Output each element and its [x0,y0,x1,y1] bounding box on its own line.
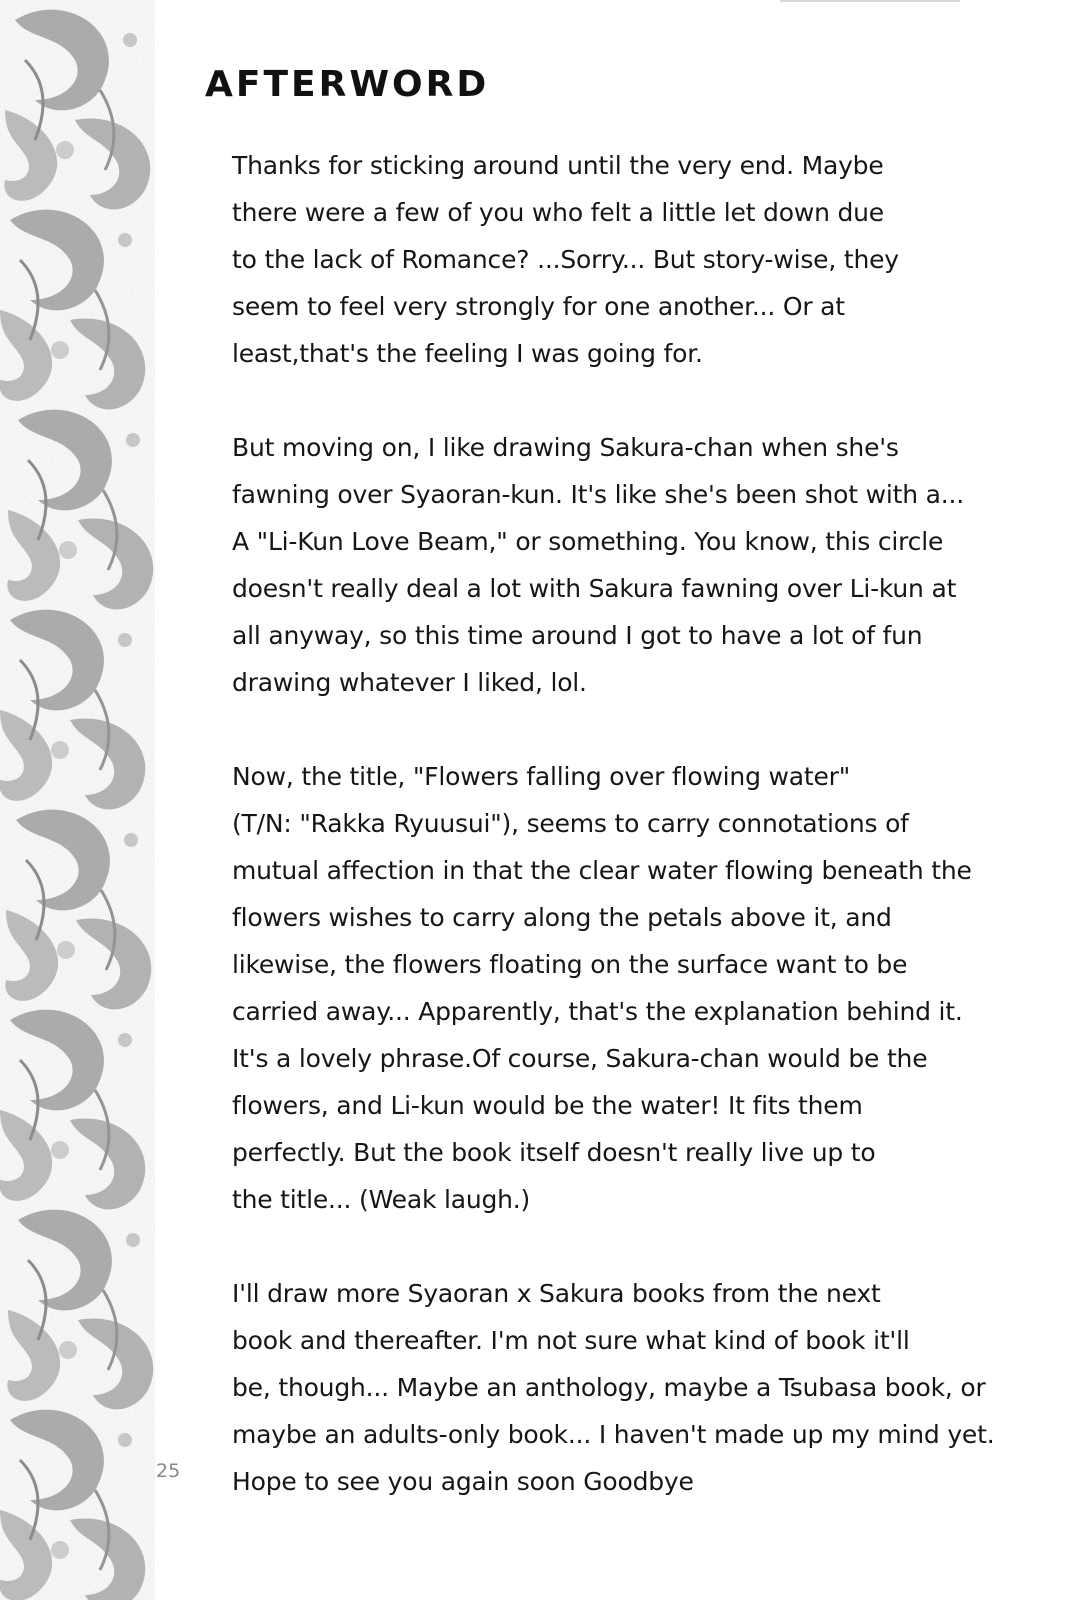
paragraph-2 [232,424,1002,706]
text-line: Hope to see you again soon Goodbye [232,1467,694,1496]
text-line: flowers, and Li-kun would be the water! It fits them [232,1091,863,1120]
text-line: (T/N: "Rakka Ryuusui"), seems to carry connotations of [232,809,909,838]
text-line: perfectly. But the book itself doesn't really live up to [232,1138,876,1167]
text-line: seem to feel very strongly for one another... Or at [232,292,845,321]
text-line: the title... (Weak laugh.) [232,1185,531,1214]
paragraph-3 [232,753,1002,1223]
text-line: fawning over Syaoran-kun. It's like she's been shot with a... [232,480,964,509]
afterword-body [232,142,1002,1552]
text-line: be, though... Maybe an anthology, maybe a Tsubasa book, or [232,1373,986,1402]
text-line: all anyway, so this time around I got to have a lot of fun [232,621,923,650]
text-line: book and thereafter. I'm not sure what kind of book it'll [232,1326,910,1355]
text-line: drawing whatever I liked, lol. [232,668,587,697]
text-line: doesn't really deal a lot with Sakura fawning over Li-kun at [232,574,957,603]
text-line: Now, the title, "Flowers falling over flowing water" [232,762,851,791]
text-line: I'll draw more Syaoran x Sakura books from the next [232,1279,881,1308]
text-line: carried away... Apparently, that's the explanation behind it. [232,997,963,1026]
text-line: maybe an adults-only book... I haven't made up my mind yet. [232,1420,995,1449]
text-line: least,that's the feeling I was going for. [232,339,703,368]
text-line: Thanks for sticking around until the very end. Maybe [232,151,884,180]
page-title: AFTERWORD [205,64,490,105]
text-line: to the lack of Romance? ...Sorry... But story-wise, they [232,245,899,274]
text-line: likewise, the flowers floating on the surface want to be [232,950,908,979]
text-line: mutual affection in that the clear water flowing beneath the [232,856,972,885]
text-line: flowers wishes to carry along the petals above it, and [232,903,892,932]
text-line: there were a few of you who felt a little let down due [232,198,884,227]
top-edge-line [780,0,960,2]
floral-border-ornament [0,0,160,1600]
paragraph-1 [232,142,1002,377]
text-line: But moving on, I like drawing Sakura-chan when she's [232,433,899,462]
paragraph-4 [232,1270,1002,1505]
text-line: It's a lovely phrase.Of course, Sakura-chan would be the [232,1044,928,1073]
page-number: 25 [156,1460,181,1482]
text-line: A "Li-Kun Love Beam," or something. You know, this circle [232,527,944,556]
